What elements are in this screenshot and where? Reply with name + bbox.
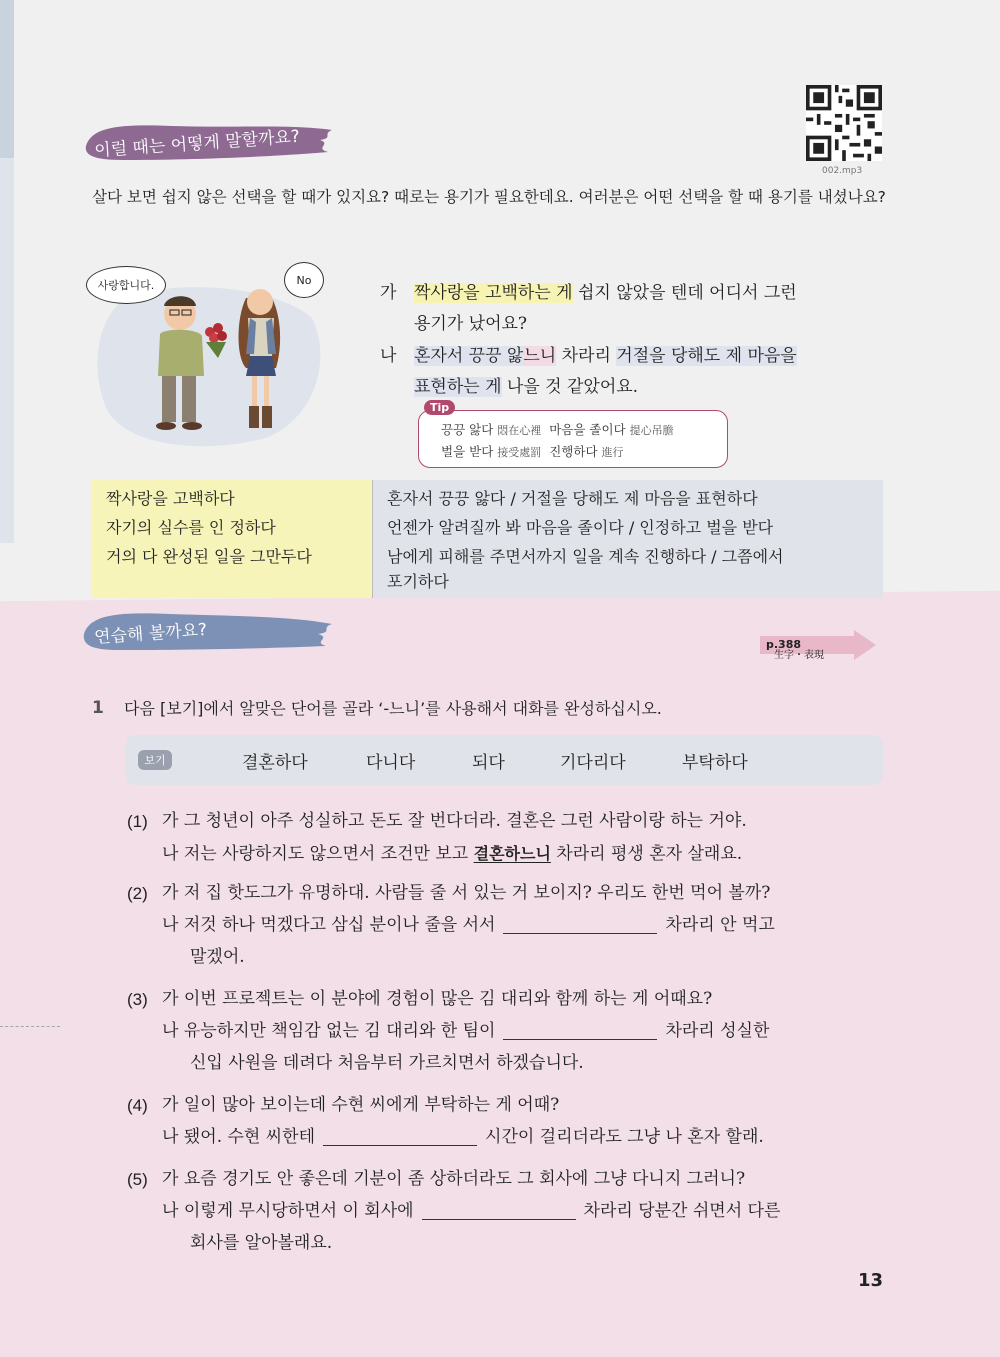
reference-page: p.388 [766, 638, 802, 651]
example-label: 보기 [138, 750, 172, 770]
tip-row [441, 442, 624, 460]
exercise-text: 저것 하나 먹겠다고 삼십 분이나 줄을 서서 [183, 915, 496, 935]
dialog-line-b [380, 341, 797, 372]
exercise-line-b [162, 838, 742, 870]
example-word: 기다리다 [560, 753, 626, 773]
section-title: 연습해 볼까요? [93, 619, 208, 648]
exercise-text: 유능하지만 책임감 없는 김 대리와 한 팀이 [183, 1021, 496, 1041]
exercise-text: 차라리 성실한 [665, 1021, 770, 1041]
exercise-text: 저는 사랑하지도 않으면서 조건만 보고 [183, 844, 474, 864]
example-word: 되다 [472, 753, 505, 773]
exercise-line-a [162, 984, 712, 1015]
section-banner-practice [80, 606, 340, 656]
vocab-item: 거의 다 완성된 일을 그만두다 [106, 547, 312, 566]
section-banner-speak [82, 116, 342, 166]
speaker-label: 나 [162, 1201, 179, 1221]
exercise-text: 이렇게 무시당하면서 이 회사에 [183, 1201, 414, 1221]
exercise-line-b [162, 1122, 764, 1153]
question-instruction: 다음 [보기]에서 알맞은 단어를 골라 ‘-느니’를 사용해서 대화를 완성하십시오. [124, 699, 662, 718]
exercise-line-a [162, 1164, 745, 1195]
grammar-point: 느니 [523, 346, 557, 366]
exercise-number: (2) [127, 884, 148, 903]
highlighted-phrase: 표현하는 게 [414, 377, 502, 397]
dialog-text: 쉽지 않았을 텐데 어디서 그런 [572, 283, 797, 303]
intro-paragraph: 살다 보면 쉽지 않은 선택을 할 때가 있지요? 때로는 용기가 필요한데요. 여러분은 어떤 선택을 할 때 용기를 내셨나요? [92, 188, 886, 206]
exercise-number: (1) [127, 812, 148, 831]
example-word: 부탁하다 [682, 753, 748, 773]
exercise-line-a [162, 878, 770, 909]
speaker-label: 가 [162, 1169, 179, 1189]
speaker-label: 나 [162, 844, 179, 864]
tip-word: 끙끙 앓다 [441, 422, 494, 437]
margin-dotted-line [0, 1026, 60, 1027]
vocab-item: 자기의 실수를 인 정하다 [106, 518, 276, 537]
exercise-text: 일이 많아 보이는데 수현 씨에게 부탁하는 게 어때? [183, 1095, 560, 1115]
highlighted-phrase: 거절을 당해도 제 마음을 [616, 346, 797, 366]
section-title: 이럴 때는 어떻게 말할까요? [93, 126, 301, 161]
vocab-options [372, 480, 883, 598]
speaker-label: 가 [380, 283, 397, 303]
exercise-line-a [162, 806, 747, 837]
highlighted-phrase: 혼자서 끙끙 앓 [414, 346, 524, 366]
tip-word: 진행하다 [549, 444, 598, 459]
example-word: 다니다 [366, 753, 416, 773]
bubble-text: No [296, 273, 312, 287]
speaker-label: 가 [162, 811, 179, 831]
answer-blank[interactable] [422, 1199, 576, 1220]
dialog-line-b-cont [414, 372, 638, 403]
tip-word: 마음을 졸이다 [549, 422, 626, 437]
exercise-number: (5) [127, 1170, 148, 1189]
bubble-text: 사랑합니다. [97, 279, 155, 292]
exercise-line-b [162, 1016, 769, 1047]
vocab-item: 포기하다 [387, 572, 449, 591]
speaker-label: 가 [162, 989, 179, 1009]
answer-blank[interactable] [323, 1125, 477, 1146]
tip-hanzi: 悶在心裡 [497, 424, 542, 437]
speech-bubble-left [86, 266, 166, 304]
tip-box [418, 410, 728, 468]
exercise-text: 차라리 안 먹고 [665, 915, 775, 935]
exercise-text: 이번 프로젝트는 이 분야에 경험이 많은 김 대리와 함께 하는 게 어때요? [183, 989, 713, 1009]
answer-blank[interactable] [503, 1019, 657, 1040]
exercise-text: 저 집 핫도그가 유명하대. 사람들 줄 서 있는 거 보이지? 우리도 한번 먹어 볼까? [183, 883, 771, 903]
dialog-text: 나을 것 같았어요. [501, 377, 639, 397]
exercise-text: 그 청년이 아주 성실하고 돈도 잘 번다더라. 결혼은 그런 사람이랑 하는 거야. [183, 811, 747, 831]
speaker-label: 나 [162, 1127, 179, 1147]
example-answer: 결혼하느니 [473, 844, 551, 863]
exercise-line-b [162, 1196, 780, 1227]
speaker-label: 나 [162, 915, 179, 935]
speaker-label: 나 [380, 346, 397, 366]
tip-hanzi: 提心吊膽 [629, 424, 674, 437]
vocab-table [92, 480, 883, 598]
page-number: 13 [858, 1270, 884, 1291]
exercise-line-b-cont: 신입 사원을 데려다 처음부터 가르치면서 하겠습니다. [190, 1053, 584, 1073]
margin-stripe [0, 0, 14, 158]
reference-label: 生字・表現 [774, 650, 824, 661]
margin-stripe [0, 158, 14, 543]
exercise-number: (4) [127, 1096, 148, 1115]
speech-bubble-right [284, 262, 324, 298]
exercise-text: 차라리 평생 혼자 살래요. [550, 844, 743, 864]
example-word: 결혼하다 [242, 753, 308, 773]
tip-word: 벌을 받다 [441, 444, 494, 459]
tip-hanzi: 進行 [601, 446, 624, 459]
exercise-line-a [162, 1090, 559, 1121]
exercise-line-b-cont: 말겠어. [190, 947, 245, 967]
tip-row [441, 420, 674, 438]
vocab-item: 남에게 피해를 주면서까지 일을 계속 진행하다 / 그쯤에서 [387, 547, 784, 566]
exercise-line-b-cont: 회사를 알아볼래요. [190, 1233, 333, 1253]
dialog-line-a-cont: 용기가 났어요? [414, 314, 528, 334]
audio-file-label: 002.mp3 [822, 166, 863, 176]
tip-hanzi: 接受處罰 [497, 446, 542, 459]
vocab-item: 언젠가 알려질까 봐 마음을 졸이다 / 인정하고 벌을 받다 [387, 518, 774, 537]
exercise-text: 됐어. 수현 씨한테 [183, 1127, 316, 1147]
vocab-reference-link[interactable] [758, 630, 876, 660]
exercise-text: 시간이 걸리더라도 그냥 나 혼자 할래. [485, 1127, 764, 1147]
speaker-label: 가 [162, 883, 179, 903]
tip-badge: Tip [424, 400, 455, 415]
vocab-item: 혼자서 끙끙 앓다 / 거절을 당해도 제 마음을 표현하다 [387, 489, 758, 508]
question-number: 1 [92, 698, 104, 718]
dialog-line-a [380, 278, 797, 309]
speaker-label: 나 [162, 1021, 179, 1041]
exercise-text: 차라리 당분간 쉬면서 다른 [583, 1201, 781, 1221]
illustration-confession [86, 258, 332, 458]
exercise-text: 요즘 경기도 안 좋은데 기분이 좀 상하더라도 그 회사에 그냥 다니지 그러니? [183, 1169, 746, 1189]
answer-blank[interactable] [503, 913, 657, 934]
highlighted-phrase: 짝사랑을 고백하는 게 [414, 283, 573, 303]
dialog-text: 차라리 [556, 346, 617, 366]
vocab-item: 짝사랑을 고백하다 [106, 489, 235, 508]
qr-code-icon[interactable] [806, 85, 882, 161]
speaker-label: 가 [162, 1095, 179, 1115]
reference-text [766, 638, 824, 661]
vocab-situations [92, 480, 372, 598]
exercise-number: (3) [127, 990, 148, 1009]
exercise-line-b [162, 910, 775, 941]
example-word-box [126, 735, 883, 785]
